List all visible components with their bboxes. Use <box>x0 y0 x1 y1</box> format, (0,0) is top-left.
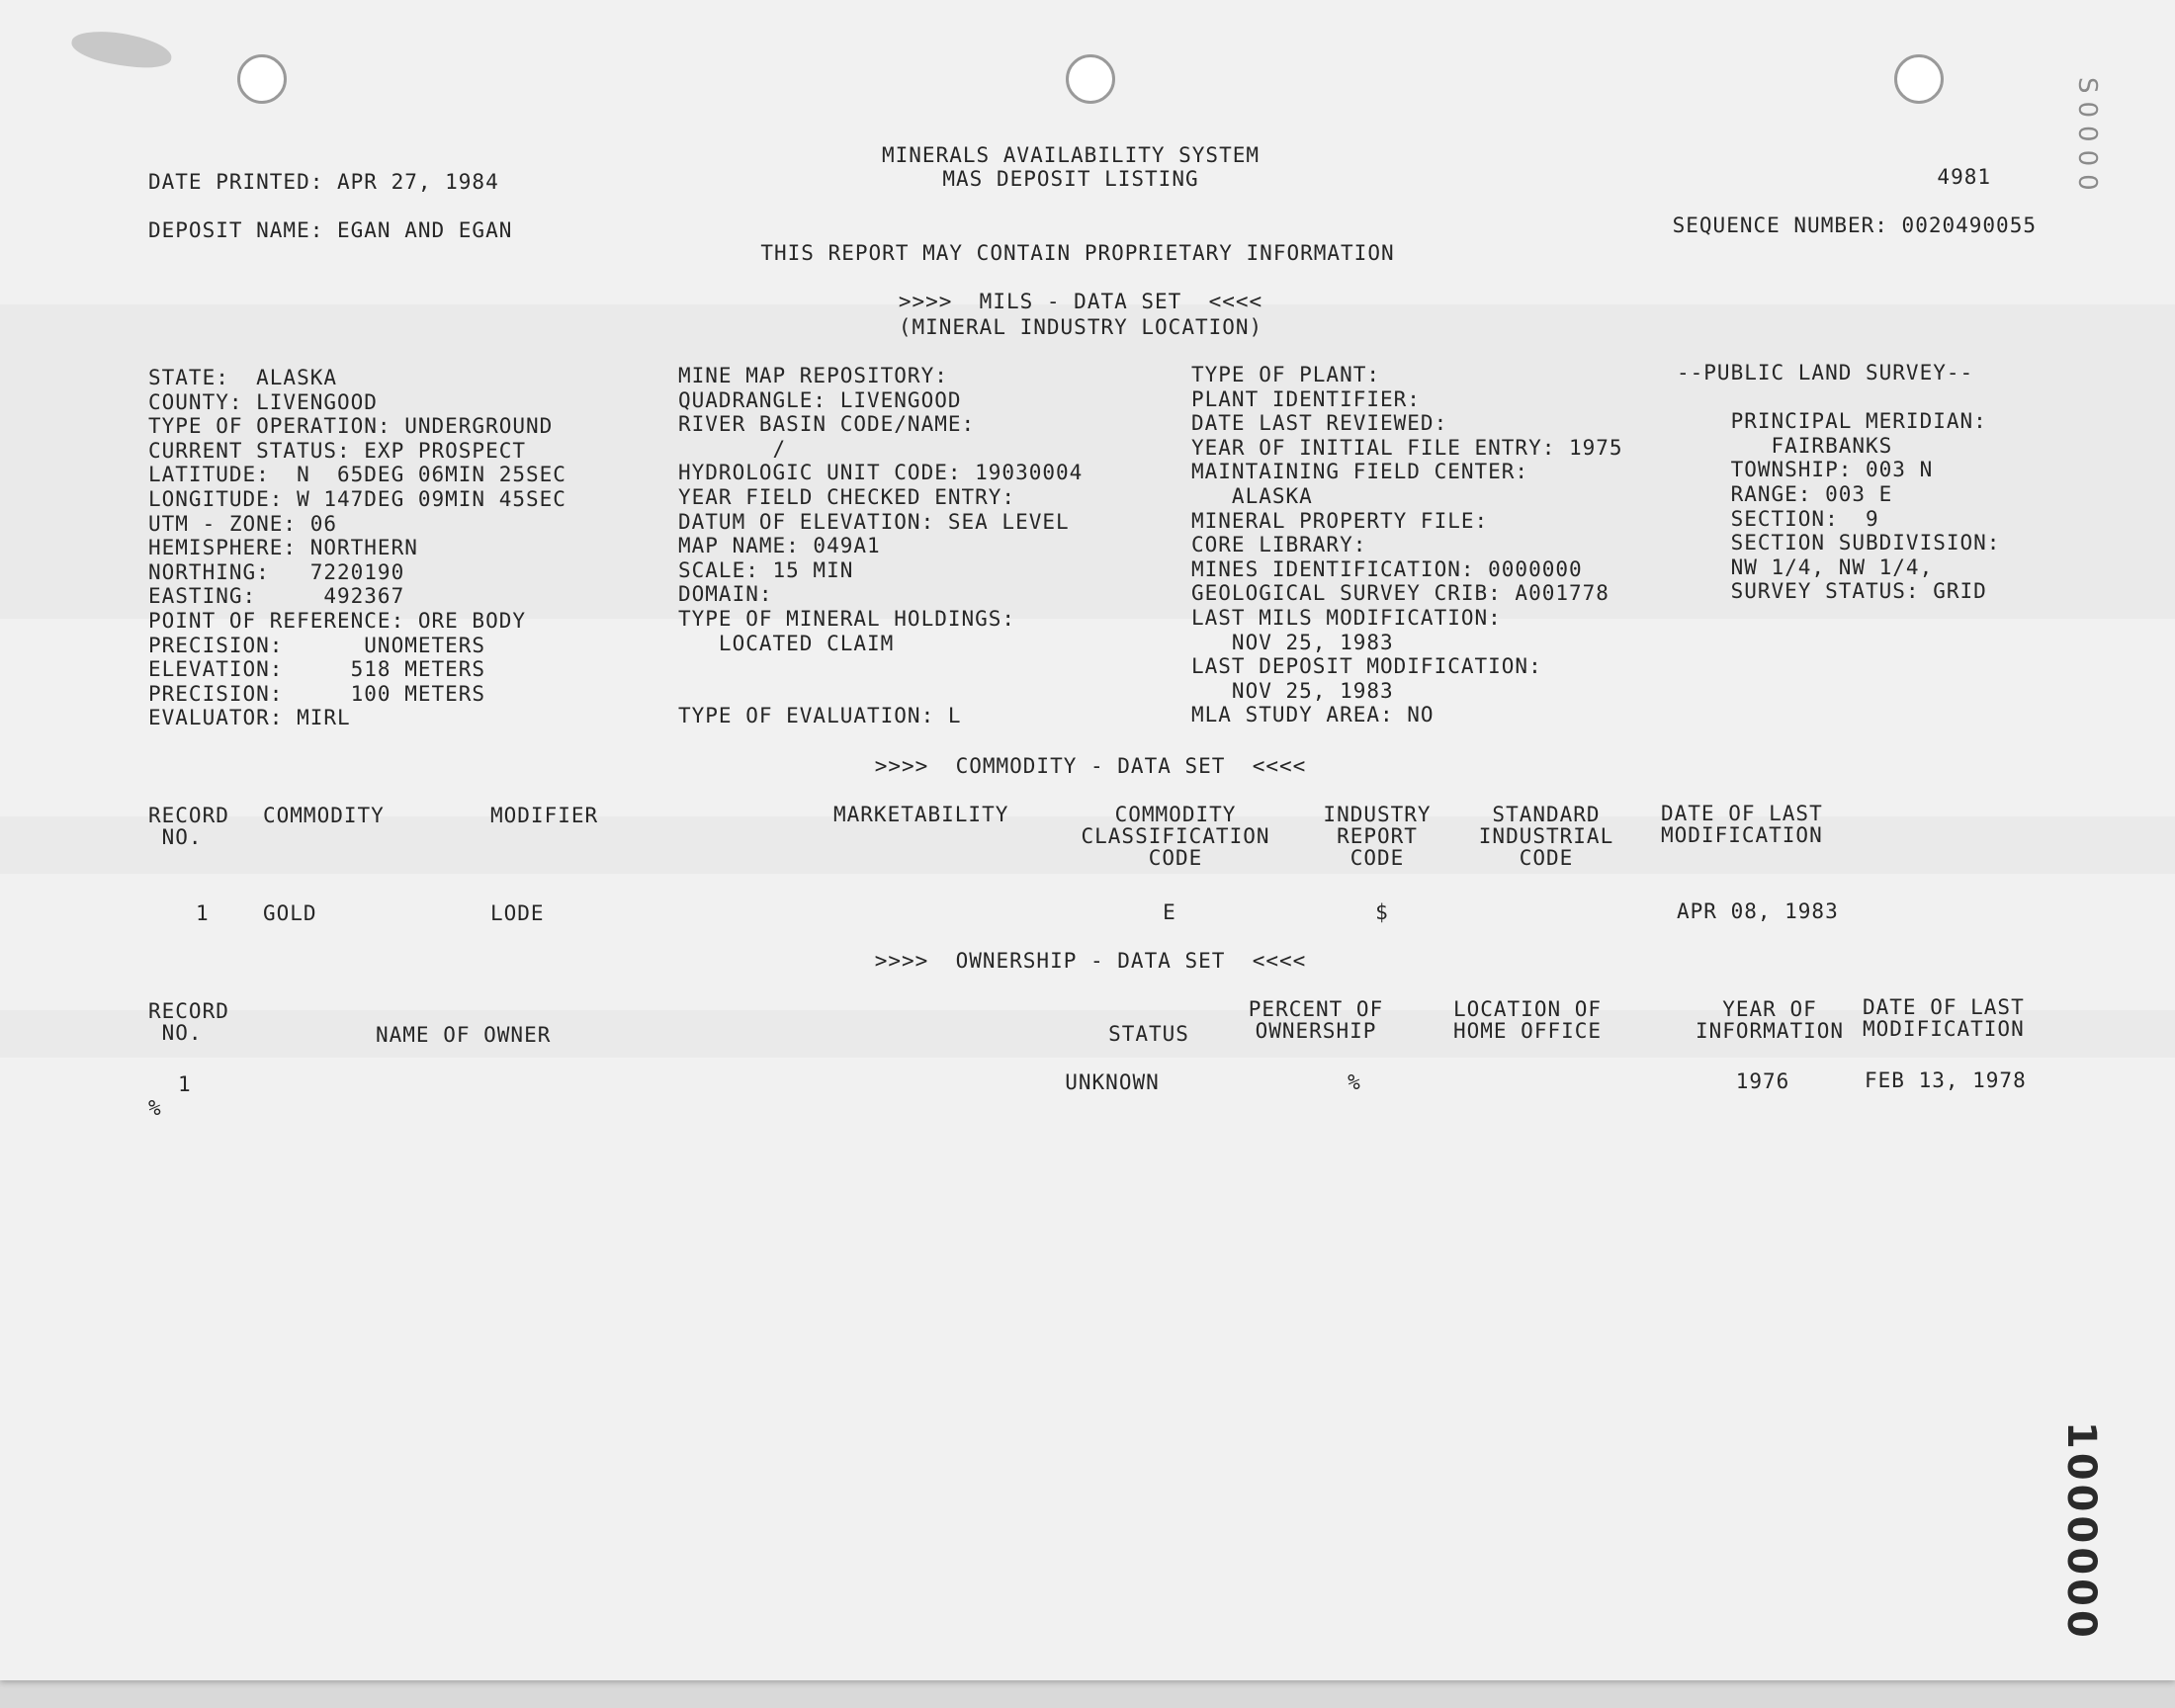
mils-field-line: LOCATED CLAIM <box>678 631 895 655</box>
mils-field-line: RIVER BASIN CODE/NAME: <box>678 412 976 437</box>
punch-hole-center <box>1066 54 1115 104</box>
mils-field-line: MINERAL PROPERTY FILE: <box>1191 508 1489 533</box>
mils-field-line: COUNTY: LIVENGOOD <box>148 389 378 414</box>
commodity-header-record: RECORD NO. <box>148 804 229 849</box>
mils-field-line: DOMAIN: <box>678 582 773 607</box>
deposit-name: DEPOSIT NAME: EGAN AND EGAN <box>148 218 513 242</box>
mils-field-line: CORE LIBRARY: <box>1191 533 1367 557</box>
mils-field-line: QUADRANGLE: LIVENGOOD <box>678 387 962 412</box>
ownership-row-percent: % <box>1348 1070 1361 1094</box>
commodity-header-date: DATE OF LAST MODIFICATION <box>1661 802 1823 847</box>
mils-field-line: SECTION: 9 <box>1677 506 1879 531</box>
date-printed: DATE PRINTED: APR 27, 1984 <box>148 170 499 194</box>
mils-field-line: CURRENT STATUS: EXP PROSPECT <box>148 438 527 463</box>
punch-hole-right <box>1894 54 1944 104</box>
commodity-header-commodity: COMMODITY <box>263 804 385 827</box>
ownership-row-date: FEB 13, 1978 <box>1865 1068 2027 1092</box>
mils-field-line: MAINTAINING FIELD CENTER: <box>1191 460 1529 484</box>
commodity-row-record: 1 <box>196 901 210 925</box>
commodity-row-date: APR 08, 1983 <box>1677 899 1839 923</box>
mils-field-line: YEAR FIELD CHECKED ENTRY: <box>678 485 1016 509</box>
mils-field-line: SURVEY STATUS: GRID <box>1677 579 1987 604</box>
commodity-header-industry: INDUSTRY REPORT CODE <box>1323 803 1432 870</box>
mils-field-line: TYPE OF MINERAL HOLDINGS: <box>678 607 1016 631</box>
ownership-header-date: DATE OF LAST MODIFICATION <box>1863 995 2025 1041</box>
mils-field-line: EASTING: 492367 <box>148 584 405 609</box>
mils-field-line: PRECISION: UNOMETERS <box>148 633 486 657</box>
mils-field-line: YEAR OF INITIAL FILE ENTRY: 1975 <box>1191 435 1623 460</box>
mils-title: >>>> MILS - DATA SET <<<< <box>898 290 1263 313</box>
mils-field-line: SECTION SUBDIVISION: <box>1677 531 2001 555</box>
listing-title: MAS DEPOSIT LISTING <box>942 167 1199 191</box>
mils-field-line: / <box>678 436 787 461</box>
mils-field-line: TOWNSHIP: 003 N <box>1677 458 1934 482</box>
mils-field-line: NOV 25, 1983 <box>1191 678 1394 703</box>
commodity-row-modifier: LODE <box>490 901 545 925</box>
mils-field-line: FAIRBANKS <box>1677 433 1893 458</box>
mils-field-line: TYPE OF PLANT: <box>1191 363 1381 386</box>
mils-field-line: --PUBLIC LAND SURVEY-- <box>1677 361 1974 384</box>
mils-field-line: MAP NAME: 049A1 <box>678 534 881 558</box>
mils-subtitle: (MINERAL INDUSTRY LOCATION) <box>898 315 1263 339</box>
mils-field-line: NOV 25, 1983 <box>1191 630 1394 654</box>
ownership-header-percent: PERCENT OF OWNERSHIP <box>1248 997 1384 1043</box>
ownership-row-year: 1976 <box>1735 1069 1790 1093</box>
mils-field-line: SCALE: 15 MIN <box>678 557 854 582</box>
mils-field-line: LAST MILS MODIFICATION: <box>1191 606 1502 630</box>
mils-field-line: NW 1/4, NW 1/4, <box>1677 555 1934 579</box>
mils-field-line: TYPE OF OPERATION: UNDERGROUND <box>148 414 554 439</box>
commodity-header-classification: COMMODITY CLASSIFICATION CODE <box>1081 803 1270 870</box>
mils-field-line: MINE MAP REPOSITORY: <box>678 364 948 387</box>
mils-field-line: PRINCIPAL MERIDIAN: <box>1677 409 1987 434</box>
mils-field-line: PLANT IDENTIFIER: <box>1191 386 1421 411</box>
mils-field-line: RANGE: 003 E <box>1677 482 1893 506</box>
system-title: MINERALS AVAILABILITY SYSTEM <box>881 143 1261 167</box>
mils-field-line: MLA STUDY AREA: NO <box>1191 703 1435 727</box>
ownership-header-name: NAME OF OWNER <box>376 1023 552 1047</box>
ownership-trailer: % <box>148 1096 162 1120</box>
mils-field-line: EVALUATOR: MIRL <box>148 706 351 730</box>
mils-field-line: HYDROLOGIC UNIT CODE: 19030004 <box>678 461 1084 485</box>
proprietary-notice: THIS REPORT MAY CONTAIN PROPRIETARY INFORMATION <box>760 241 1395 265</box>
mils-field-line: NORTHING: 7220190 <box>148 559 405 584</box>
ownership-header-location: LOCATION OF HOME OFFICE <box>1452 997 1603 1043</box>
ink-smudge <box>69 27 173 72</box>
mils-field-line: TYPE OF EVALUATION: L <box>678 704 962 728</box>
commodity-row-classification: E <box>1163 900 1176 924</box>
mils-field-line: DATE LAST REVIEWED: <box>1191 411 1448 436</box>
mils-field-line: HEMISPHERE: NORTHERN <box>148 536 418 560</box>
ownership-header-year: YEAR OF INFORMATION <box>1695 997 1845 1043</box>
page-code: 4981 <box>1937 165 1991 189</box>
sequence-number: SEQUENCE NUMBER: 0020490055 <box>1672 214 2037 237</box>
ownership-row-status: UNKNOWN <box>1065 1070 1160 1094</box>
mils-field-line: PRECISION: 100 METERS <box>148 681 486 706</box>
ownership-row-record: 1 <box>178 1072 192 1096</box>
commodity-header-sic: STANDARD INDUSTRIAL CODE <box>1478 803 1614 870</box>
ownership-header-record: RECORD NO. <box>148 999 229 1045</box>
mils-field-line: DATUM OF ELEVATION: SEA LEVEL <box>678 509 1070 534</box>
ownership-header-status: STATUS <box>1108 1022 1189 1046</box>
commodity-row-commodity: GOLD <box>263 901 317 925</box>
mils-field-line: LATITUDE: N 65DEG 06MIN 25SEC <box>148 463 566 487</box>
mils-field-line: ELEVATION: 518 METERS <box>148 657 486 682</box>
stamp-bottom-right: 1000000 <box>2058 1421 2104 1642</box>
stamp-top-right: S0000 <box>2072 77 2102 199</box>
ownership-title: >>>> OWNERSHIP - DATA SET <<<< <box>874 949 1307 973</box>
mils-field-line: ALASKA <box>1191 484 1313 508</box>
mils-field-line: LONGITUDE: W 147DEG 09MIN 45SEC <box>148 487 566 511</box>
mils-field-line: UTM - ZONE: 06 <box>148 511 338 536</box>
mils-field-line: POINT OF REFERENCE: ORE BODY <box>148 609 527 633</box>
mils-field-line: LAST DEPOSIT MODIFICATION: <box>1191 654 1542 679</box>
commodity-header-marketability: MARKETABILITY <box>833 803 1009 826</box>
mils-field-line: GEOLOGICAL SURVEY CRIB: A001778 <box>1191 581 1610 606</box>
mils-field-line: STATE: ALASKA <box>148 366 338 389</box>
commodity-title: >>>> COMMODITY - DATA SET <<<< <box>874 754 1307 778</box>
mils-field-line: MINES IDENTIFICATION: 0000000 <box>1191 556 1583 581</box>
punch-hole-left <box>237 54 287 104</box>
commodity-row-industry: $ <box>1375 900 1389 924</box>
commodity-header-modifier: MODIFIER <box>490 804 599 827</box>
